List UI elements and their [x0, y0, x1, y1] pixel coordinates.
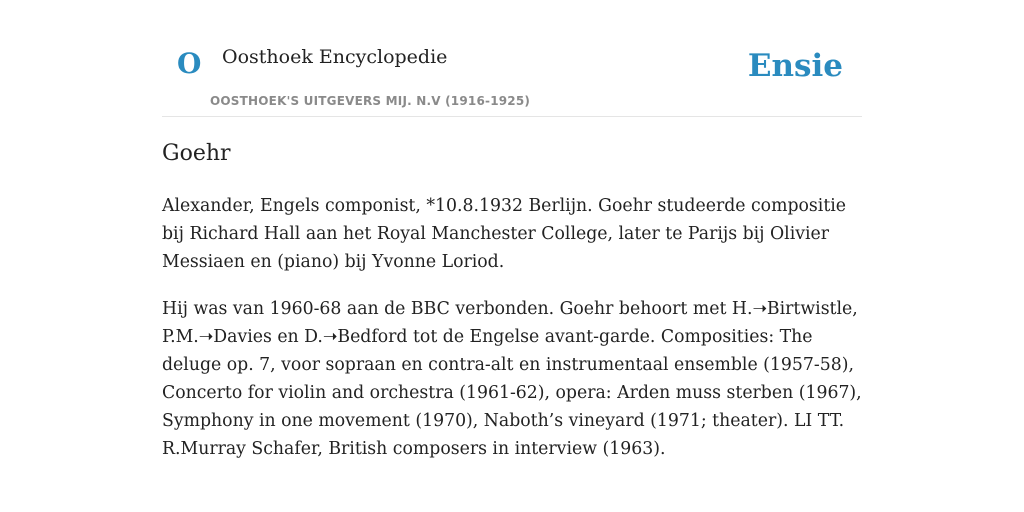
entry-title: Goehr	[162, 141, 231, 166]
encyclopedia-logo-letter[interactable]: O	[177, 47, 202, 80]
entry-paragraph-2: Hij was van 1960-68 aan de BBC verbonden. Goehr behoort met H.➝Birtwistle, P.M.➝Davies en D.➝Bedford tot de Engelse avant-garde. Composities: The deluge op. 7, voor sopraan en contra-alt en instrumentaal ensemble (1957-58), Concerto for violin and orchestra (1961-62), opera: Arden muss sterben (1967), Symphony in one movement (1970), Naboth’s vineyard (1971; theater). LI TT. R.Murray Schafer, British composers in interview (1963).	[162, 299, 862, 459]
site-header	[162, 0, 862, 117]
entry-content	[162, 192, 867, 482]
encyclopedia-title[interactable]: Oosthoek Encyclopedie	[222, 46, 448, 68]
entry-paragraph-1: Alexander, Engels componist, *10.8.1932 Berlijn. Goehr studeerde compositie bij Richard Hall aan het Royal Manchester College, later te Parijs bij Olivier Messiaen en (piano) bij Yvonne Loriod.	[162, 196, 847, 272]
ensie-logo[interactable]: Ensie	[747, 48, 843, 84]
publisher-subtitle: OOSTHOEK'S UITGEVERS MIJ. N.V (1916-1925)	[210, 94, 531, 108]
